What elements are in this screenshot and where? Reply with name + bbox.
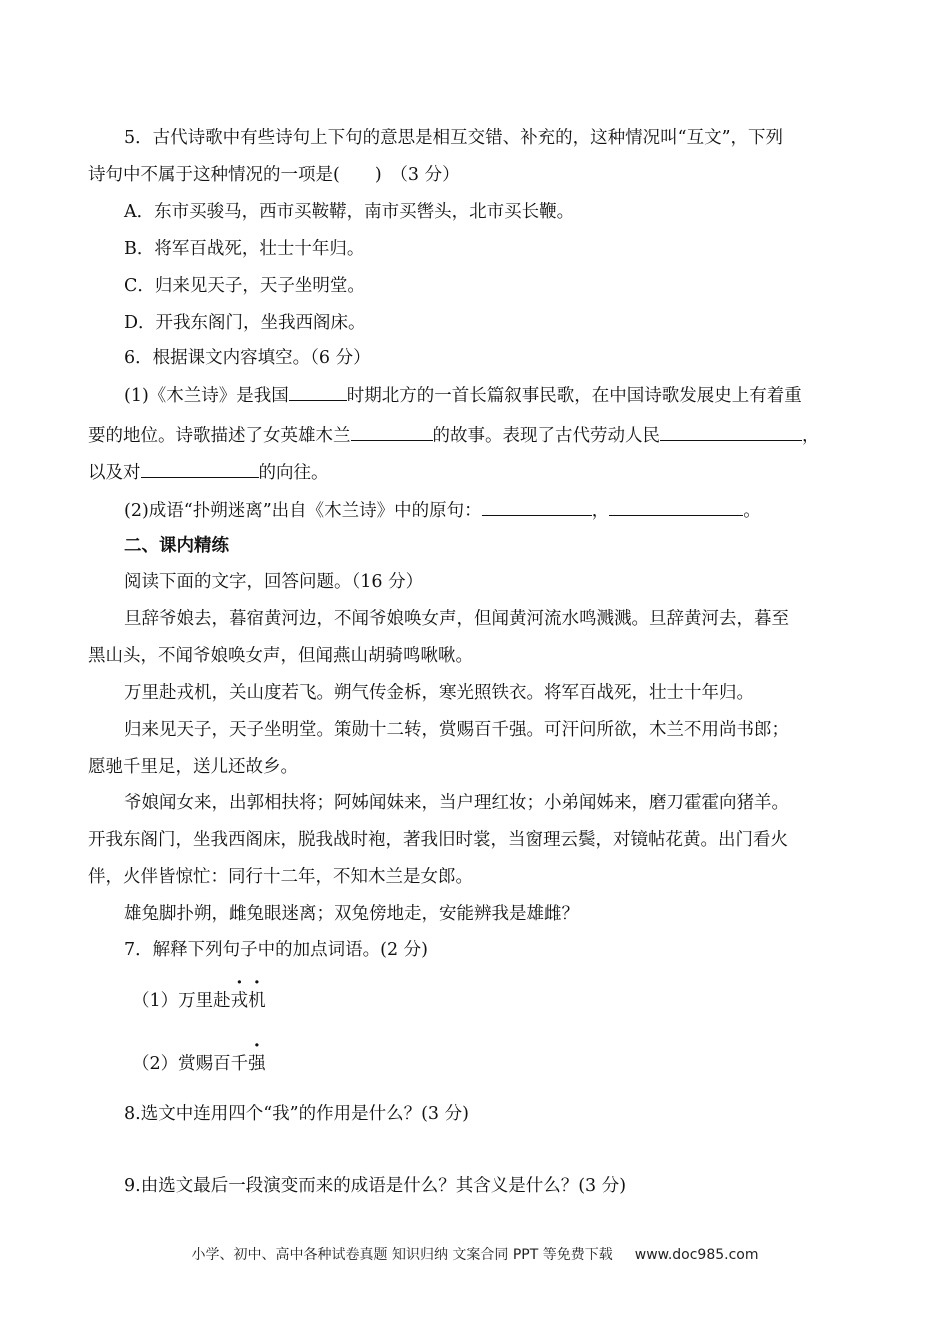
q5-option-a: A．东市买骏马，西市买鞍鞯，南市买辔头，北市买长鞭。 xyxy=(124,202,575,222)
q5-stem-line1: 5．古代诗歌中有些诗句上下句的意思是相互交错、补充的，这种情况叫“互文”，下列 xyxy=(124,128,784,148)
q5-stem-line2: 诗句中不属于这种情况的一项是( ) （3 分） xyxy=(88,165,460,185)
q6-title: 6．根据课文内容填空。（6 分） xyxy=(124,348,371,368)
passage-line: 伴，火伴皆惊忙：同行十二年，不知木兰是女郎。 xyxy=(88,867,473,887)
dotted-char: 强 xyxy=(248,1054,266,1074)
section-heading: 二、课内精练 xyxy=(124,536,229,556)
fill-blank-yearning[interactable] xyxy=(141,459,259,478)
q7-item2-text: （2）赏赐百千 xyxy=(132,1054,249,1074)
passage-line: 黑山头，不闻爷娘唤女声，但闻燕山胡骑鸣啾啾。 xyxy=(88,646,473,666)
reading-instruction: 阅读下面的文字，回答问题。（16 分） xyxy=(124,572,424,592)
passage-line: 归来见天子，天子坐明堂。策勋十二转，赏赐百千强。可汗问所欲，木兰不用尚书郎； xyxy=(124,720,789,740)
passage-line: 万里赴戎机，关山度若飞。朔气传金柝，寒光照铁衣。将军百战死，壮士十年归。 xyxy=(124,683,754,703)
passage-line: 旦辞爷娘去，暮宿黄河边，不闻爷娘唤女声，但闻黄河流水鸣溅溅。旦辞黄河去，暮至 xyxy=(124,609,789,629)
q6-text: 。 xyxy=(743,501,761,521)
q9-title: 9.由选文最后一段演变而来的成语是什么？其含义是什么？(3 分) xyxy=(124,1176,627,1196)
q7-item1 xyxy=(132,988,266,1014)
passage-line: 雄兔脚扑朔，雌兔眼迷离；双兔傍地走，安能辨我是雄雌？ xyxy=(124,904,579,924)
q6-text: 以及对 xyxy=(88,463,141,483)
dotted-char: 戎 xyxy=(230,991,249,1011)
footer-text: 小学、初中、高中各种试卷真题 知识归纳 文案合同 PPT 等免费下载 xyxy=(191,1247,613,1263)
q6-text: 要的地位。诗歌描述了女英雄木兰 xyxy=(88,426,351,446)
q6-part2 xyxy=(124,497,761,524)
q7-item2 xyxy=(132,1051,266,1077)
q5-option-d: D．开我东阁门，坐我西阁床。 xyxy=(124,313,366,333)
fill-blank-quote2[interactable] xyxy=(609,497,743,516)
fill-blank-era[interactable] xyxy=(289,382,347,401)
q6-text: (1)《木兰诗》是我国 xyxy=(124,386,289,406)
q5-option-c: C．归来见天子，天子坐明堂。 xyxy=(124,276,365,296)
q7-title: 7．解释下列句子中的加点词语。(2 分) xyxy=(124,940,428,960)
q6-part1-line1 xyxy=(124,382,802,409)
passage-line: 爷娘闻女来，出郭相扶将；阿姊闻妹来，当户理红妆；小弟闻姊来，磨刀霍霍向猪羊。 xyxy=(124,793,789,813)
page-footer xyxy=(0,1244,950,1264)
passage-line: 开我东阁门，坐我西阁床，脱我战时袍，著我旧时裳，当窗理云鬓，对镜帖花黄。出门看火 xyxy=(88,830,788,850)
q6-text: ， xyxy=(802,426,820,446)
q6-text: 的故事。表现了古代劳动人民 xyxy=(432,426,660,446)
q6-part1-line3 xyxy=(88,459,329,486)
q5-option-b: B．将军百战死，壮士十年归。 xyxy=(124,239,365,259)
fill-blank-quote1[interactable] xyxy=(482,497,592,516)
footer-url[interactable]: www.doc985.com xyxy=(634,1247,759,1263)
q6-text: (2)成语“扑朔迷离”出自《木兰诗》中的原句： xyxy=(124,501,482,521)
q8-title: 8.选文中连用四个“我”的作用是什么？(3 分) xyxy=(124,1104,469,1124)
passage-line: 愿驰千里足，送儿还故乡。 xyxy=(88,757,298,777)
q6-text: 的向往。 xyxy=(258,463,329,483)
q6-text: ， xyxy=(591,501,610,521)
q6-part1-line2 xyxy=(88,422,820,449)
dotted-char: 机 xyxy=(248,991,266,1011)
q7-item1-text: （1）万里赴 xyxy=(132,991,231,1011)
fill-blank-story[interactable] xyxy=(351,422,433,441)
q6-text: 时期北方的一首长篇叙事民歌，在中国诗歌发展史上有着重 xyxy=(346,386,802,406)
fill-blank-quality[interactable] xyxy=(660,422,802,441)
